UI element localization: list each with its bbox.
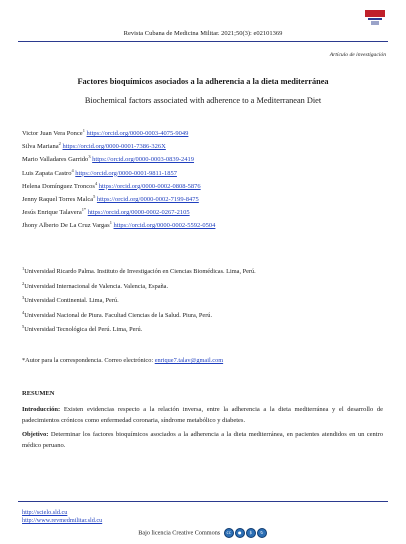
footer-divider — [18, 501, 388, 502]
journal-logo-icon — [364, 9, 386, 27]
author-affiliation-marker: 4 — [94, 180, 98, 186]
author-row — [22, 127, 215, 140]
affiliation-marker: 5 — [22, 324, 25, 330]
author-name: Mario Valladares Garrido — [22, 156, 89, 164]
author-name: Victor Juan Vera Ponce — [22, 130, 83, 137]
sa-icon: ↻ — [257, 528, 267, 538]
introduction-label: Introducción: — [22, 406, 61, 413]
author-row — [22, 193, 215, 206]
author-orcid-link[interactable]: https://orcid.org/0000-0003-0839-2419 — [92, 156, 195, 164]
correspondence-email-link[interactable]: enrique7.talav@gmail.com — [154, 357, 224, 364]
author-affiliation-marker: 2 — [58, 141, 61, 147]
affiliation-item — [22, 294, 256, 309]
scielo-link[interactable]: http://scielo.sld.cu — [22, 509, 68, 516]
introduction-text: Existen evidencias respecto a la relación inversa, entre la adherencia a la dieta mediterránea y el desarrollo de padecimientos crónicos como enfermedad coronaria, síndrome metabólico y diabetes. — [22, 406, 384, 425]
title-english: Biochemical factors associated with adherence to a Mediterranean Diet — [84, 96, 322, 105]
objective-text: Determinar los factores bioquímicos asociados a la adherencia a la dieta mediterránea, en pacientes atendidos en un centro médico peruano. — [22, 430, 384, 449]
affiliation-marker: 4 — [22, 309, 25, 315]
license-line — [0, 528, 406, 538]
abstract-heading: RESUMEN — [22, 390, 55, 397]
author-name: Jhony Alberto De La Cruz Vargas — [22, 222, 110, 230]
author-orcid-link[interactable]: https://orcid.org/0000-0001-7386-326X — [62, 143, 166, 151]
cc-icon: cc — [224, 528, 234, 538]
affiliation-marker: 3 — [22, 295, 25, 301]
author-affiliation-marker: 1* — [81, 207, 87, 213]
author-orcid-link[interactable]: https://orcid.org/0000-0003-4075-9049 — [86, 130, 189, 137]
affiliation-text: Universidad Tecnológica del Perú. Lima, Perú. — [24, 326, 143, 334]
journal-citation: Revista Cubana de Medicina Militar. 2021;50(3): e02101369 — [123, 30, 283, 37]
correspondence-label: *Autor para la correspondencia. Correo electrónico: — [22, 357, 154, 364]
title-spanish: Factores bioquímicos asociados a la adherencia a la dieta mediterránea — [77, 77, 329, 86]
author-orcid-link[interactable]: https://orcid.org/0000-0002-7199-8475 — [96, 196, 199, 204]
footer-links — [22, 509, 102, 525]
author-row — [22, 219, 215, 232]
header-divider — [18, 41, 388, 42]
abstract-objective — [22, 429, 383, 452]
affiliation-text: Universidad Continental. Lima, Perú. — [24, 297, 119, 305]
author-row — [22, 153, 215, 166]
license-text: Bajo licencia Creative Commons — [138, 529, 221, 537]
abstract-introduction — [22, 404, 383, 427]
objective-label: Objetivo: — [22, 430, 49, 438]
correspondence-note — [22, 357, 223, 364]
author-row — [22, 140, 215, 153]
author-name: Luis Zapata Castro — [22, 169, 72, 177]
author-name: Helena Domínguez Troncos — [22, 182, 95, 190]
author-name: Jesús Enrique Talavera — [22, 209, 82, 217]
by-icon: ● — [235, 528, 245, 538]
author-name: Jenny Raquel Torres Malca — [22, 196, 94, 204]
affiliation-item — [22, 323, 256, 338]
affiliation-text: Universidad Nacional de Piura. Facultad Ciencias de la Salud. Piura, Perú. — [24, 311, 213, 319]
author-orcid-link[interactable]: https://orcid.org/0000-0002-5592-0504 — [113, 222, 216, 230]
author-row — [22, 206, 215, 219]
author-row — [22, 180, 215, 193]
author-affiliation-marker: 1 — [82, 127, 85, 133]
author-affiliation-marker: 1 — [109, 220, 112, 226]
nc-icon: $ — [246, 528, 256, 538]
author-orcid-link[interactable]: https://orcid.org/0000-0002-0267-2105 — [87, 209, 190, 217]
author-affiliation-marker: 4 — [71, 167, 74, 173]
author-affiliation-marker: 5 — [93, 193, 96, 199]
affiliation-text: Universidad Ricardo Palma. Instituto de Investigación en Ciencias Biomédicas. Lima, Perú. — [24, 268, 256, 275]
affiliation-marker: 1 — [22, 265, 25, 271]
abstract-body — [22, 404, 383, 453]
affiliation-list — [22, 265, 256, 338]
author-row — [22, 167, 215, 180]
journal-website-link[interactable]: http://www.revmedmilitar.sld.cu — [22, 517, 103, 525]
affiliation-item — [22, 280, 256, 295]
author-orcid-link[interactable]: https://orcid.org/0000-0002-0808-5876 — [98, 182, 201, 190]
affiliation-marker: 2 — [22, 280, 25, 286]
affiliation-item — [22, 265, 256, 280]
author-name: Silva Mariana — [22, 143, 59, 151]
affiliation-item — [22, 309, 256, 324]
affiliation-text: Universidad Internacional de Valencia. Valencia, España. — [24, 282, 169, 290]
cc-license-badges[interactable] — [224, 528, 268, 538]
article-type-label: Artículo de investigación — [329, 52, 386, 58]
author-affiliation-marker: 3 — [88, 154, 91, 160]
author-list — [22, 127, 215, 233]
author-orcid-link[interactable]: https://orcid.org/0000-0001-9811-1857 — [75, 169, 177, 177]
